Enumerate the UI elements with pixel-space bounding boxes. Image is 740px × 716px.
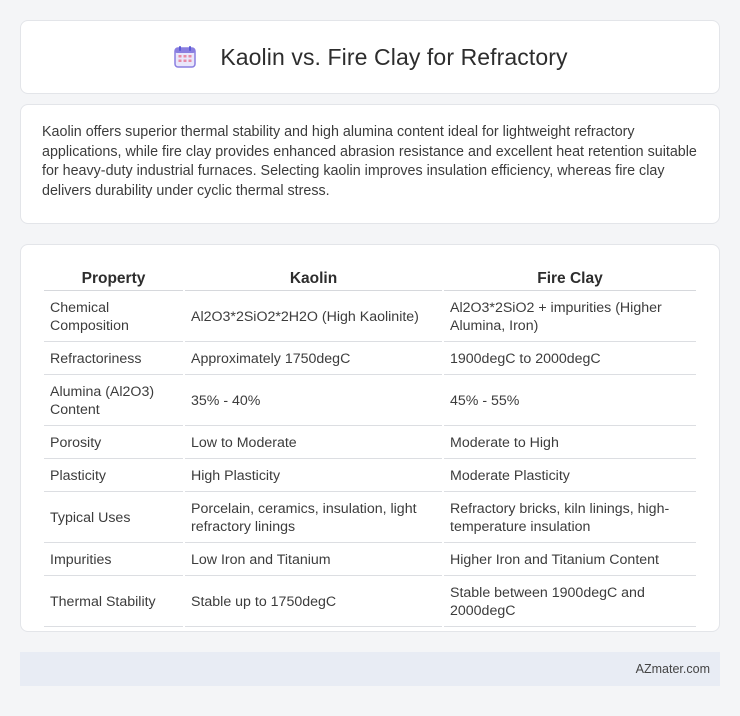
table-cell: 35% - 40% — [185, 377, 442, 426]
table-row — [44, 344, 696, 375]
table-cell: Low Iron and Titanium — [185, 545, 442, 576]
table-cell: High Plasticity — [185, 461, 442, 492]
table-cell: Stable between 1900degC and 2000degC — [444, 578, 696, 627]
table-cell: Thermal Stability — [44, 578, 183, 627]
footer-brand: AZmater.com — [635, 662, 710, 676]
table-cell: Approximately 1750degC — [185, 344, 442, 375]
comparison-table-card — [20, 244, 720, 632]
table-cell: Plasticity — [44, 461, 183, 492]
table-cell: 45% - 55% — [444, 377, 696, 426]
column-header: Kaolin — [185, 267, 442, 291]
table-row — [44, 293, 696, 342]
table-row — [44, 545, 696, 576]
table-cell: Chemical Composition — [44, 293, 183, 342]
table-cell: Al2O3*2SiO2 + impurities (Higher Alumina, Iron) — [444, 293, 696, 342]
column-header: Fire Clay — [444, 267, 696, 291]
table-cell: Al2O3*2SiO2*2H2O (High Kaolinite) — [185, 293, 442, 342]
table-cell: Porosity — [44, 428, 183, 459]
summary-text: Kaolin offers superior thermal stability and high alumina content ideal for lightweight refractory applications, while fire clay provides enhanced abrasion resistance and excellent heat retention suitable for heavy-duty industrial furnaces. Selecting kaolin improves insulation efficiency, whereas fire clay delivers durability under cyclic thermal stress. — [42, 124, 697, 199]
table-row — [44, 377, 696, 426]
table-cell: Stable up to 1750degC — [185, 578, 442, 627]
summary-card — [20, 104, 720, 224]
calendar-icon — [172, 44, 198, 70]
table-cell: Higher Iron and Titanium Content — [444, 545, 696, 576]
title-card — [20, 20, 720, 94]
table-cell: Alumina (Al2O3) Content — [44, 377, 183, 426]
table-row — [44, 494, 696, 543]
table-cell: Refractory bricks, kiln linings, high-temperature insulation — [444, 494, 696, 543]
table-row — [44, 428, 696, 459]
table-row — [44, 461, 696, 492]
table-header-row — [44, 267, 696, 291]
table-cell: Moderate to High — [444, 428, 696, 459]
table-cell: 1900degC to 2000degC — [444, 344, 696, 375]
comparison-table — [42, 265, 698, 629]
table-cell: Impurities — [44, 545, 183, 576]
table-cell: Low to Moderate — [185, 428, 442, 459]
table-cell: Typical Uses — [44, 494, 183, 543]
footer — [20, 652, 720, 686]
table-cell: Refractoriness — [44, 344, 183, 375]
table-row — [44, 578, 696, 627]
page-title: Kaolin vs. Fire Clay for Refractory — [220, 43, 568, 70]
table-cell: Porcelain, ceramics, insulation, light refractory linings — [185, 494, 442, 543]
column-header: Property — [44, 267, 183, 291]
table-cell: Moderate Plasticity — [444, 461, 696, 492]
